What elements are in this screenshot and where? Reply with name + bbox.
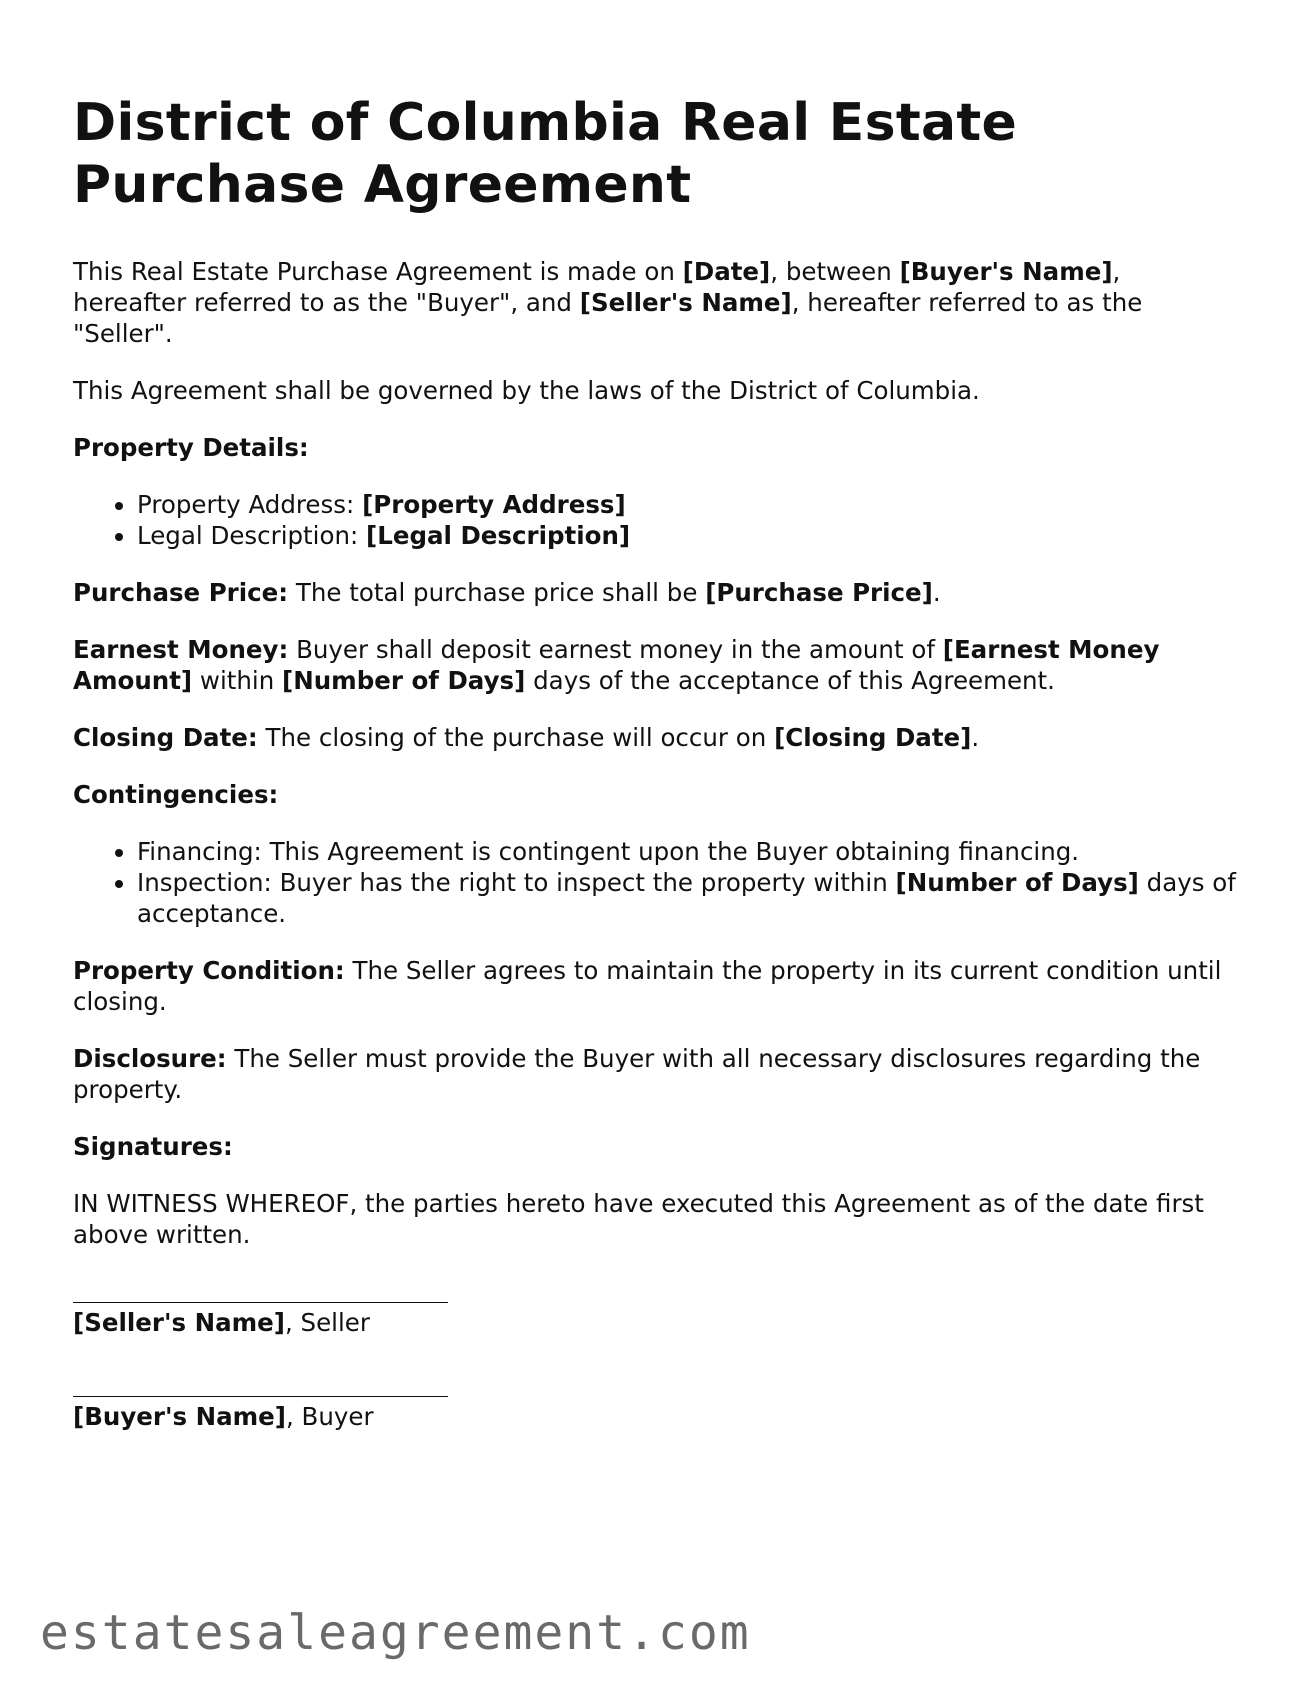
list-item xyxy=(137,489,1238,520)
witness-paragraph: IN WITNESS WHEREOF, the parties hereto have executed this Agreement as of the date first above written. xyxy=(73,1189,1204,1249)
intro-paragraph xyxy=(73,256,1238,349)
date-placeholder: [Date] xyxy=(682,257,771,286)
property-condition-paragraph xyxy=(73,955,1238,1017)
purchase-price-paragraph xyxy=(73,577,1238,608)
section-heading: Property Details: xyxy=(73,433,309,462)
paragraph-text: The total purchase price shall be xyxy=(288,578,706,607)
paragraph-text: Buyer shall deposit earnest money in the amount of xyxy=(288,635,943,664)
paragraph-text: . xyxy=(971,723,980,752)
seller-signature-label xyxy=(73,1307,1238,1338)
document-page xyxy=(73,92,1238,1432)
paragraph-text: within xyxy=(192,666,283,695)
governing-law-paragraph: This Agreement shall be governed by the laws of the District of Columbia. xyxy=(73,376,980,405)
number-of-days-placeholder: [Number of Days] xyxy=(895,868,1139,897)
section-heading: Contingencies: xyxy=(73,780,279,809)
item-text: Inspection: Buyer has the right to inspect the property within xyxy=(137,868,896,897)
property-details-list xyxy=(73,489,1238,551)
section-label: Disclosure: xyxy=(73,1044,227,1073)
paragraph-text: The closing of the purchase will occur on xyxy=(257,723,775,752)
signature-line xyxy=(73,1388,448,1397)
closing-date-placeholder: [Closing Date] xyxy=(774,723,972,752)
intro-text: , hereafter referred to as the "Seller". xyxy=(73,288,1143,348)
signature-line xyxy=(73,1294,448,1303)
buyer-name-placeholder: [Buyer's Name] xyxy=(73,1402,286,1431)
earnest-money-paragraph xyxy=(73,634,1238,696)
paragraph-text: The Seller agrees to maintain the property in its current condition until closing. xyxy=(73,956,1222,1016)
section-label: Purchase Price: xyxy=(73,578,289,607)
signatures-heading xyxy=(73,1131,1238,1162)
seller-name-placeholder: [Seller's Name] xyxy=(73,1308,285,1337)
document-title: District of Columbia Real Estate Purchase Agreement xyxy=(73,93,1018,215)
contingencies-list xyxy=(73,836,1238,929)
intro-text: , between xyxy=(770,257,900,286)
item-label: Property Address: xyxy=(137,490,363,519)
number-of-days-placeholder: [Number of Days] xyxy=(282,666,526,695)
watermark-text: estatesaleagreement.com xyxy=(40,1605,751,1661)
contingencies-heading xyxy=(73,779,1238,810)
buyer-signature-block xyxy=(73,1388,1238,1432)
section-heading: Signatures: xyxy=(73,1132,233,1161)
role-text: , Buyer xyxy=(285,1402,374,1431)
intro-text: This Real Estate Purchase Agreement is made on xyxy=(73,257,683,286)
role-text: , Seller xyxy=(284,1308,370,1337)
buyer-name-placeholder: [Buyer's Name] xyxy=(899,257,1113,286)
property-address-placeholder: [Property Address] xyxy=(362,490,626,519)
property-details-heading xyxy=(73,432,1238,463)
disclosure-paragraph xyxy=(73,1043,1238,1105)
closing-date-paragraph xyxy=(73,722,1238,753)
list-item xyxy=(137,867,1238,929)
item-label: Legal Description: xyxy=(137,521,367,550)
section-label: Closing Date: xyxy=(73,723,258,752)
item-text: days of acceptance. xyxy=(137,868,1236,928)
list-item xyxy=(137,520,1238,551)
section-label: Earnest Money: xyxy=(73,635,289,664)
legal-description-placeholder: [Legal Description] xyxy=(366,521,631,550)
paragraph-text: days of the acceptance of this Agreement. xyxy=(525,666,1055,695)
seller-signature-block xyxy=(73,1294,1238,1338)
list-item: • Financing: This Agreement is contingent upon the Buyer obtaining financing. xyxy=(137,836,1238,867)
paragraph-text: The Seller must provide the Buyer with all necessary disclosures regarding the property. xyxy=(73,1044,1201,1104)
buyer-signature-label xyxy=(73,1401,1238,1432)
section-label: Property Condition: xyxy=(73,956,345,985)
paragraph-text: . xyxy=(932,578,941,607)
purchase-price-placeholder: [Purchase Price] xyxy=(705,578,933,607)
seller-name-placeholder: [Seller's Name] xyxy=(579,288,792,317)
intro-text: , hereafter referred to as the "Buyer", and xyxy=(73,257,1121,317)
earnest-money-placeholder: [Earnest Money Amount] xyxy=(73,635,1160,695)
